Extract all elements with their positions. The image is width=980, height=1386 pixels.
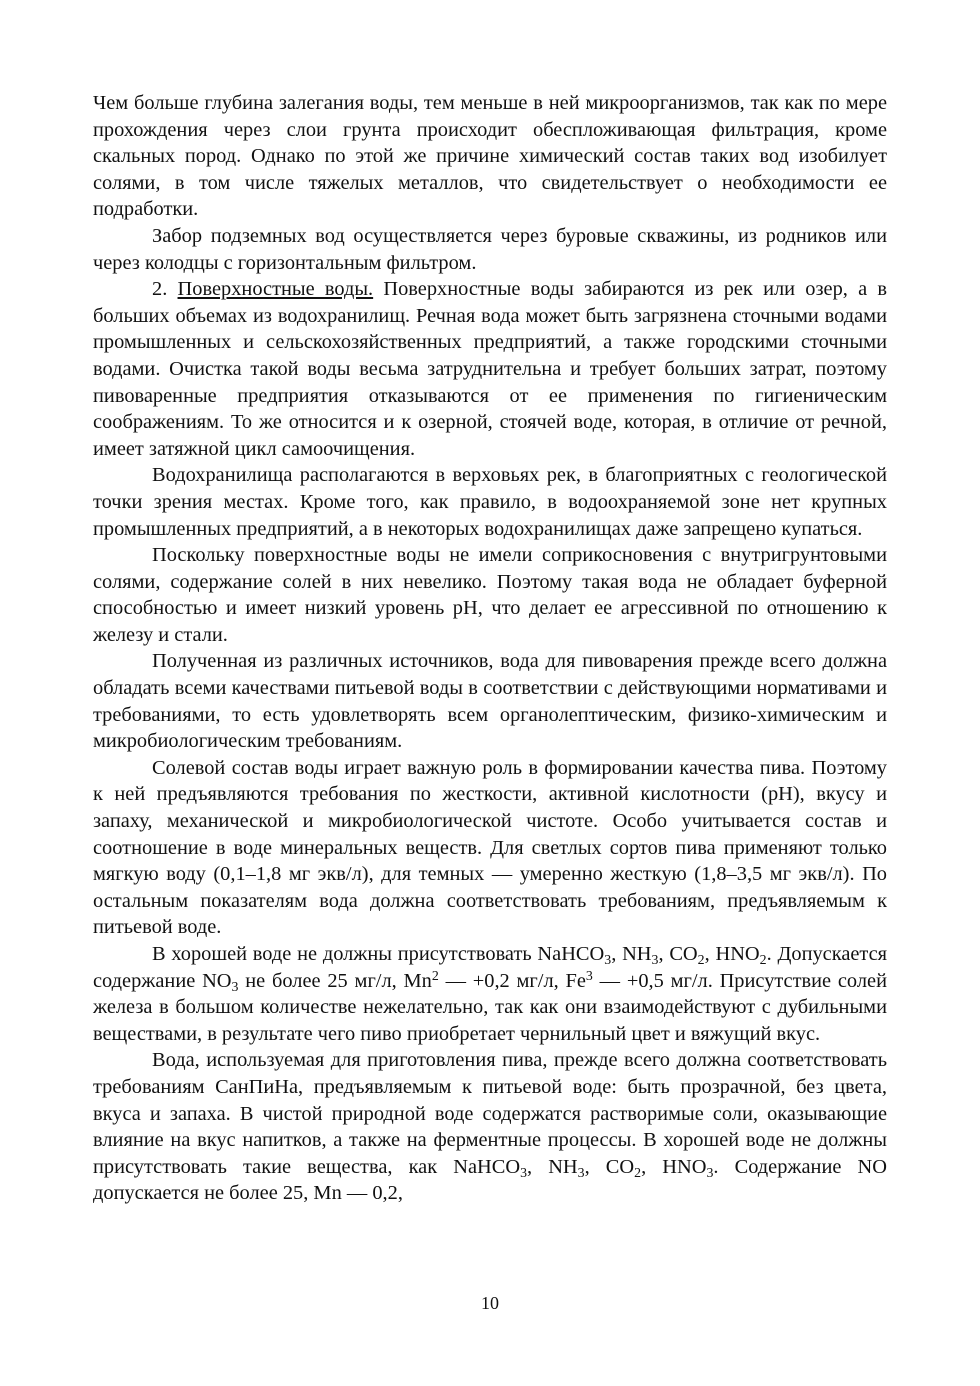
paragraph-6: Полученная из различных источников, вода для пивоварения прежде всего должна обладать всеми качествами питьевой воды в соответствии с действующими нормативами и требованиями, то есть удовлетворять всем органолептическим, физико-химическим и микробиологическим требованиям. — [93, 650, 887, 753]
paragraph-3 — [93, 276, 887, 462]
paragraph-3-text: Поверхностные воды забираются из рек или озер, а в больших объемах из водохранилищ. Речная вода может быть загрязнена сточными водами промышленных и сельскохозяйственных предприятий, а также городскими сточными водами. Очистка такой воды весьма затруднительна и требует больших затрат, поэтому пивоваренные предприятия отказываются от ее применения по гигиеническим соображениям. То же относится и к озерной, стоячей воде, которая, в отличие от речной, имеет затяжной цикл самоочищения. — [93, 278, 887, 460]
page-body — [93, 90, 887, 1207]
paragraph-4: Водохранилища располагаются в верховьях рек, в благоприятных с геологической точки зрения местах. Кроме того, как правило, в водоохраняемой зоне нет крупных промышленных предприятий, а в некоторых водохранилищах даже запрещено купаться. — [93, 464, 887, 540]
paragraph-1: Чем больше глубина залегания воды, тем меньше в ней микроорганизмов, так как по мере прохождения через слои грунта происходит обеспложивающая фильтрация, кроме скальных пород. Однако по этой же причине химический состав таких вод изобилует солями, в том числе тяжелых металлов, что свидетельствует о необходимости ее подработки. — [93, 92, 887, 221]
paragraph-5: Поскольку поверхностные воды не имели соприкосновения с внутригрунтовыми солями, содержание солей в них невелико. Поэтому такая вода не обладает буферной способностью и имеет низкий уровень pH, что делает ее агрессивной по отношению к железу и стали. — [93, 544, 887, 646]
section-heading: Поверхностные воды. — [177, 278, 374, 301]
paragraph-8: В хорошей воде не должны присутствовать NaHCO$_3$, $NH_3$, $CO_2$, $HNO_2$. Допускается содержание $NO_3$ не более 25 мг/л, Mn$^2$ — +0,2 мг/л, Fe$^3$ — +0,5 мг/л. Присутствие солей железа в большом количестве нежелательно, так как они взаимодействуют с дубильными веществами, в результате чего пиво приобретает чернильный цвет и вяжущий вкус. — [93, 943, 888, 1045]
section-number: 2. — [152, 278, 168, 301]
paragraph-9: Вода, используемая для приготовления пива, прежде всего должна соответствовать требованиям СанПиНа, предъявляемым к питьевой воде: быть прозрачной, без цвета, вкуса и запаха. В чистой природной воде содержатся растворимые соли, оказывающие влияние на вкус напитков, а также на ферментные процессы. В хорошей воде не должны присутствовать такие вещества, как NaHCO$_3$, $NH_3$, $CO_2$, $HNO_3$. Содержание NO допускается не более 25, Mn — 0,2, — [93, 1049, 887, 1205]
page-number: 10 — [481, 1293, 499, 1313]
paragraph-7: Солевой состав воды играет важную роль в формировании качества пива. Поэтому к ней предъявляются требования по жесткости, активной кислотности (pH), вкусу и запаху, механической и микробиологической чистоте. Особо учитывается состав и соотношение в воде минеральных веществ. Для светлых сортов пива применяют только мягкую воду (0,1–1,8 мг экв/л), для темных — умеренно жесткую (1,8–3,5 мг экв/л). По остальным показателям вода должна соответствовать требованиям, предъявляемым к питьевой воде. — [93, 756, 887, 939]
paragraph-2: Забор подземных вод осуществляется через буровые скважины, из родников или через колодцы с горизонтальным фильтром. — [93, 224, 887, 274]
